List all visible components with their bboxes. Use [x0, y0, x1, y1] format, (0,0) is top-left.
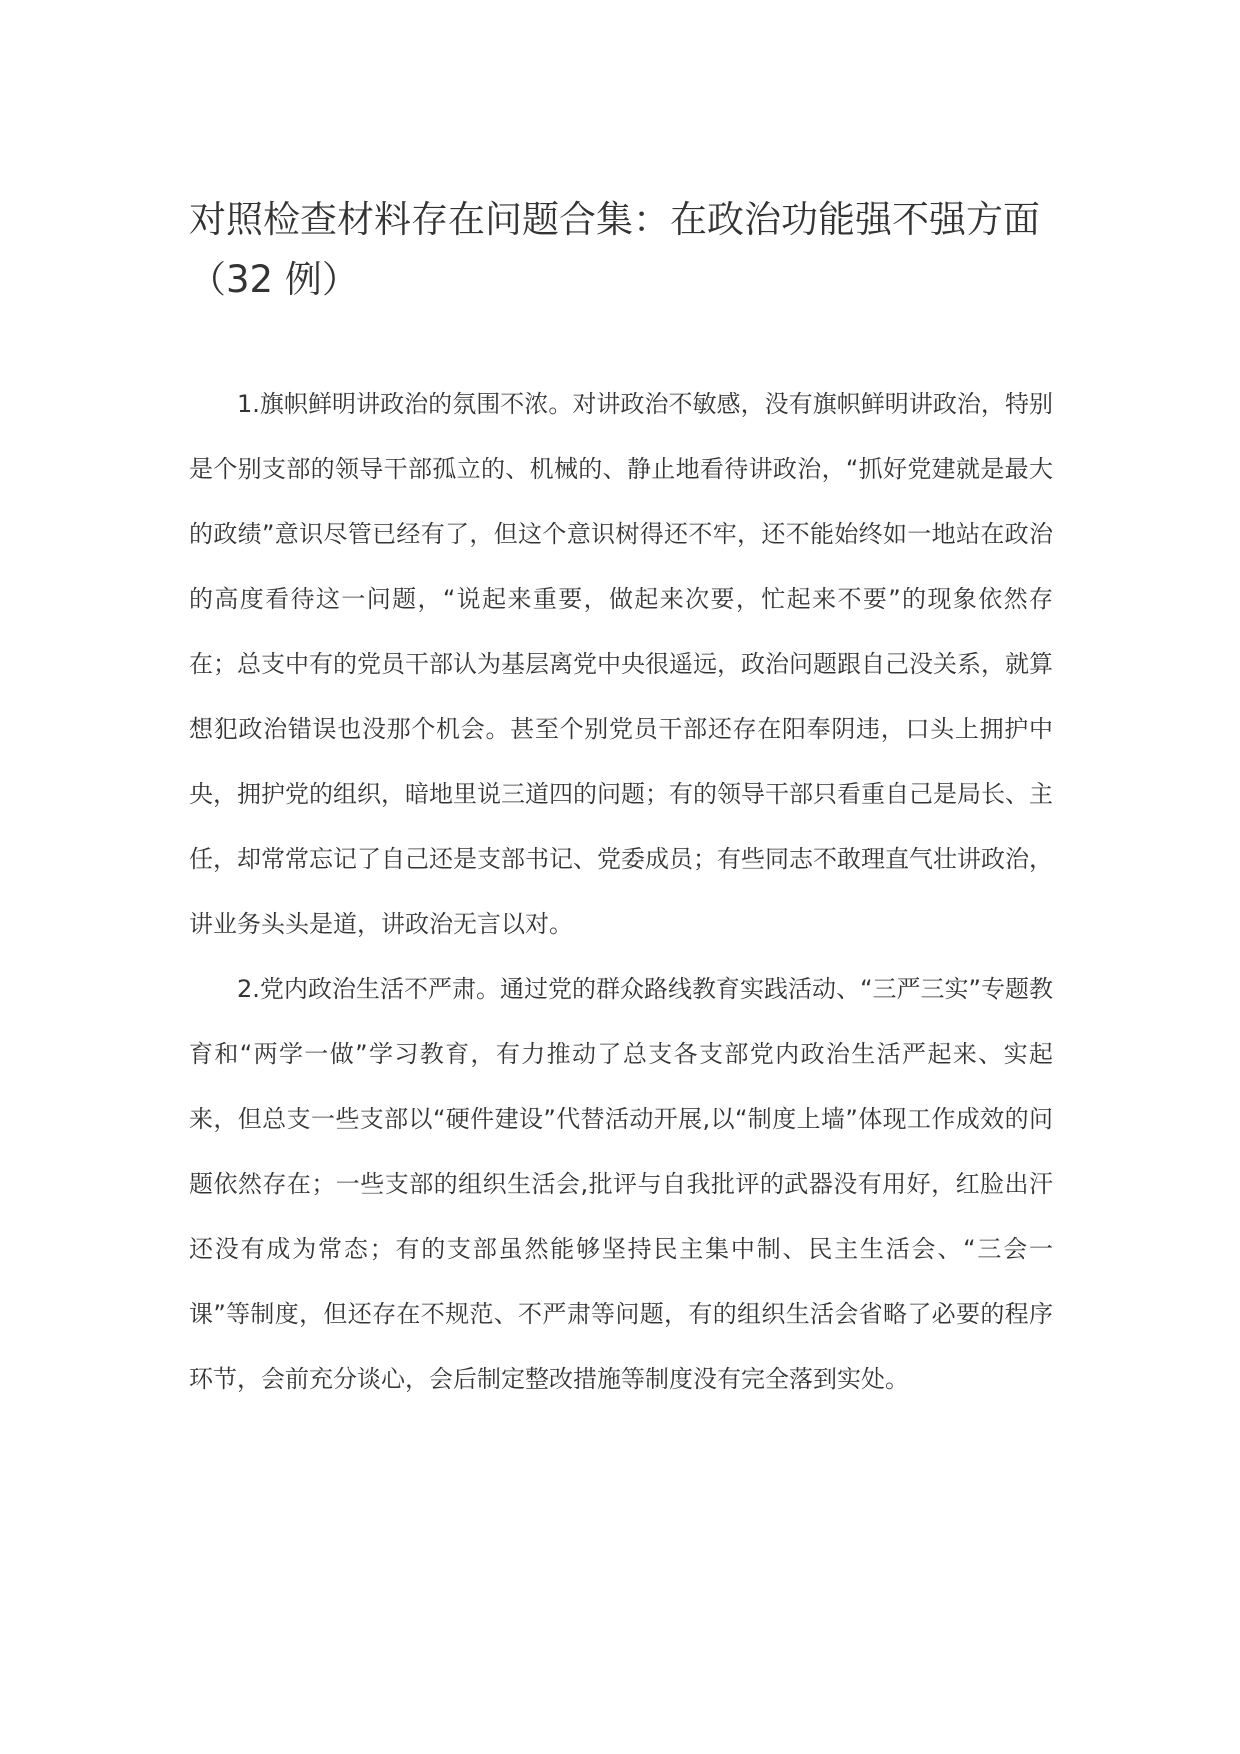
paragraph-1: 1.旗帜鲜明讲政治的氛围不浓。对讲政治不敏感，没有旗帜鲜明讲政治，特别是个别支部的领导干部孤立的、机械的、静止地看待讲政治，“抓好党建就是最大的政绩”意识尽管已经有了，但这个意识树得还不牢，还不能始终如一地站在政治的高度看待这一问题，“说起来重要，做起来次要，忙起来不要”的现象依然存在；总支中有的党员干部认为基层离党中央很遥远，政治问题跟自己没关系，就算想犯政治错误也没那个机会。甚至个别党员干部还存在阳奉阴违，口头上拥护中央，拥护党的组织，暗地里说三道四的问题；有的领导干部只看重自己是局长、主任，却常常忘记了自己还是支部书记、党委成员；有些同志不敢理直气壮讲政治，讲业务头头是道，讲政治无言以对。 [189, 390, 1053, 938]
document-content [189, 190, 1053, 1412]
document-title: 对照检查材料存在问题合集：在政治功能强不强方面（32 例） [189, 198, 1040, 301]
paragraph-2: 2.党内政治生活不严肃。通过党的群众路线教育实践活动、“三严三实”专题教育和“两学一做”学习教育，有力推动了总支各支部党内政治生活严起来、实起来，但总支一些支部以“硬件建设”代替活动开展,以“制度上墙”体现工作成效的问题依然存在；一些支部的组织生活会,批评与自我批评的武器没有用好，红脸出汗还没有成为常态；有的支部虽然能够坚持民主集中制、民主生活会、“三会一课”等制度，但还存在不规范、不严肃等问题，有的组织生活会省略了必要的程序环节，会前充分谈心，会后制定整改措施等制度没有完全落到实处。 [189, 975, 1053, 1393]
document-body [189, 372, 1053, 1412]
